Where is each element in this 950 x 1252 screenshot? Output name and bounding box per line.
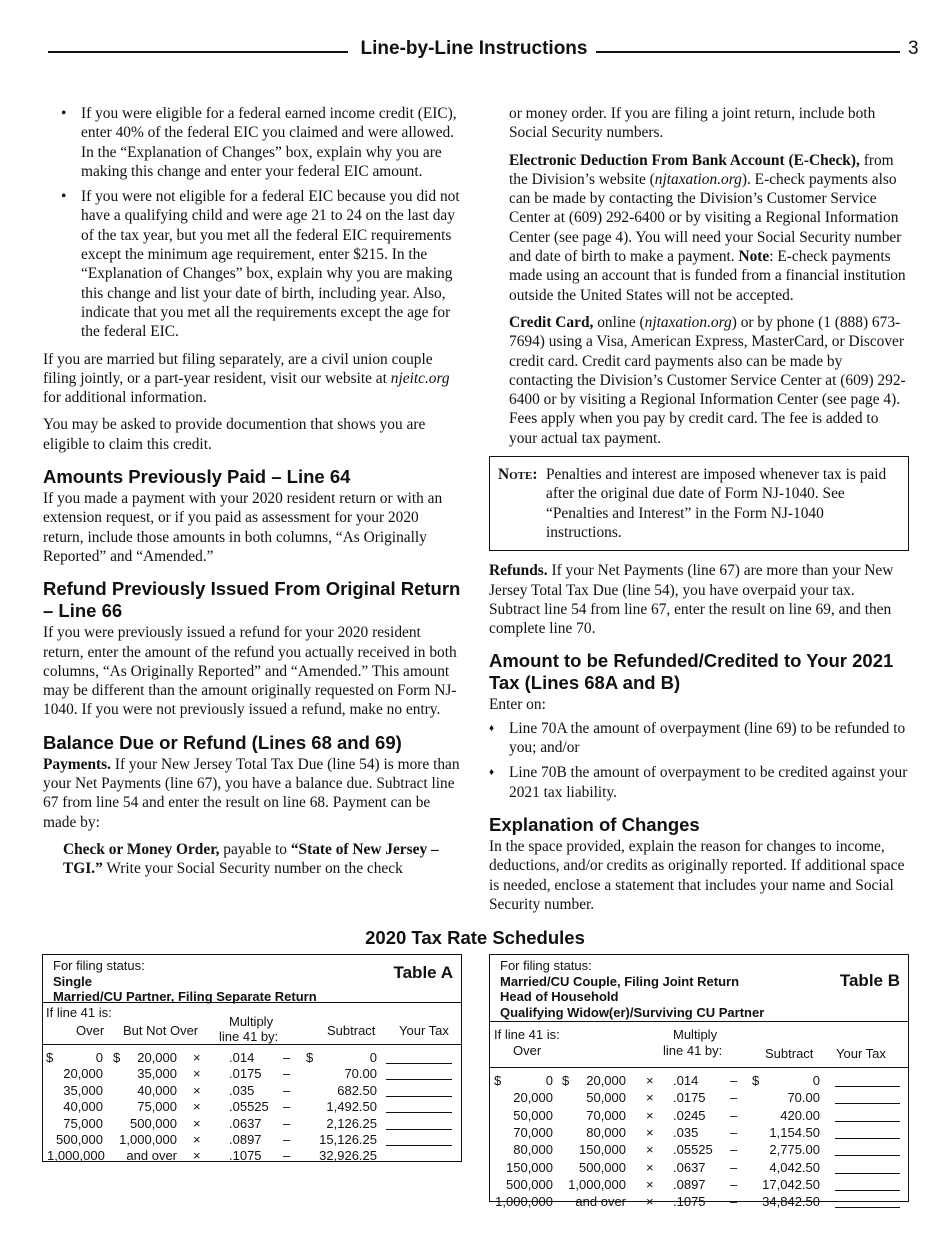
cell-minus: – <box>730 1090 738 1106</box>
cell-cur2: $ <box>113 1050 121 1065</box>
heading-explanation-of-changes: Explanation of Changes <box>489 813 700 835</box>
table-row <box>490 1090 908 1106</box>
cell-subtract: 0 <box>812 1073 820 1088</box>
your-tax-blank[interactable] <box>835 1109 900 1122</box>
cell-subtract: 2,126.25 <box>326 1115 377 1131</box>
amounts-paragraph: If you made a payment with your 2020 resident return or with an extension request, or if you paid as assessment for your 2020 return, include those amounts in both columns, “As Originally Reported” and “Amended.” <box>43 490 443 565</box>
explanation-paragraph: In the space provided, explain the reason for changes to income, deductions, and/or credits as originally reported. If additional space is needed, enclose a statement that includes your name and Social Security number. <box>489 837 905 913</box>
cell-rate: .0175 <box>229 1066 262 1082</box>
cell-not_over: 70,000 <box>586 1107 626 1123</box>
cell-subtract: 70.00 <box>787 1090 820 1106</box>
cell-minus: – <box>730 1142 738 1158</box>
cell-rate: .1075 <box>673 1194 706 1210</box>
cell-over: 80,000 <box>513 1142 553 1158</box>
table-row <box>490 1073 908 1089</box>
documentation-paragraph: You may be asked to provide documention that shows you are eligible to claim this credit. <box>43 416 426 453</box>
cell-not_over: and over <box>126 1148 177 1164</box>
cell-subtract: 17,042.50 <box>762 1176 820 1192</box>
cell-rate: .0897 <box>229 1132 262 1147</box>
cell-not_over: 500,000 <box>130 1115 177 1131</box>
cell-over: 0 <box>95 1050 103 1065</box>
cell-rate: .0245 <box>673 1107 706 1123</box>
your-tax-blank[interactable] <box>386 1133 452 1146</box>
credit-card-paragraph: Credit Card, online (njtaxation.org) or by phone (1 (888) 673-7694) using a Visa, American Express, MasterCard, or Discover credit card. Credit card payments also can be made by contacting the Division’s Customer Service Center at (609) 292-6400 or by visiting a Regional Information Center (see page 4). Fees apply when you pay by credit card. The fee is added to your actual tax payment. <box>509 313 906 447</box>
cell-minus: – <box>283 1132 291 1147</box>
check-paragraph: Check or Money Order, payable to “State of New Jersey – TGI.” Write your Social Security number on the check <box>63 840 439 878</box>
table-row <box>43 1083 461 1099</box>
cell-minus: – <box>283 1099 291 1115</box>
refund-paragraph: If you were previously issued a refund for your 2020 resident return, enter the amount of the refund you actually received in both columns, “As Originally Reported” and “Amended.” This amount may be different than the amount originally requested on Form NJ-1040. If you were not previously issued a refund, make no entry. <box>43 624 457 719</box>
table-b-label: Table B <box>839 971 900 990</box>
website-link[interactable]: njtaxation.org <box>644 313 732 331</box>
list-item: ♦ Line 70B the amount of overpayment to be credited against your 2021 tax liability. <box>509 763 909 802</box>
your-tax-blank[interactable] <box>386 1084 452 1097</box>
cell-over: 0 <box>545 1073 553 1088</box>
cell-subtract: 70.00 <box>344 1066 377 1082</box>
table-row <box>43 1148 461 1164</box>
cell-not_over: 40,000 <box>137 1082 177 1098</box>
cell-x: × <box>193 1115 201 1131</box>
cell-x: × <box>646 1194 654 1210</box>
cell-rate: .014 <box>229 1050 255 1065</box>
cell-x: × <box>646 1073 654 1088</box>
table-row <box>43 1132 461 1148</box>
cell-not_over: 80,000 <box>586 1124 626 1140</box>
cell-over: 40,000 <box>63 1099 103 1115</box>
table-row <box>43 1099 461 1115</box>
your-tax-blank[interactable] <box>835 1178 900 1191</box>
your-tax-blank[interactable] <box>386 1149 452 1162</box>
cell-minus: – <box>283 1066 291 1082</box>
table-row <box>490 1142 908 1158</box>
refunds-paragraph: Refunds. If your Net Payments (line 67) are more than your New Jersey Total Tax Due (line 54), you have overpaid your tax. Subtract line 54 from line 67, enter the result on line 69, and then complete line 70. <box>489 562 894 638</box>
cell-over: 1,000,000 <box>47 1148 105 1164</box>
cell-not_over: 75,000 <box>137 1099 177 1115</box>
cell-minus: – <box>730 1073 738 1088</box>
page-header <box>48 38 900 62</box>
table-b-column-headers: If line 41 is: Over Multiply line 41 by: Subtract Your Tax <box>490 1022 908 1068</box>
cell-rate: .014 <box>673 1073 699 1088</box>
cell-not_over: 150,000 <box>579 1142 626 1158</box>
cell-x: × <box>193 1082 201 1098</box>
cell-minus: – <box>283 1050 291 1065</box>
cell-cur3: $ <box>752 1073 760 1088</box>
note-box <box>489 456 909 551</box>
your-tax-blank[interactable] <box>386 1051 452 1064</box>
table-row <box>43 1066 461 1082</box>
cell-rate: .0637 <box>673 1159 706 1175</box>
list-item: • If you were not eligible for a federal EIC because you did not have a qualifying child and were age 21 to 24 on the last day of the tax year, but you met all the federal EIC requirements except the minimum age requirement, enter $215. In the “Explanation of Changes” box, explain why you are making this change and list your date of birth, including year. Also, indicate that you met all the requirements except the age for the federal EIC. <box>81 187 463 341</box>
your-tax-blank[interactable] <box>835 1091 900 1104</box>
cell-over: 75,000 <box>63 1115 103 1131</box>
right-column <box>489 104 909 922</box>
cell-cur1: $ <box>46 1050 54 1065</box>
cell-minus: – <box>730 1194 738 1210</box>
overpayment-list <box>489 719 909 802</box>
table-b <box>489 954 909 1210</box>
your-tax-blank[interactable] <box>386 1117 452 1130</box>
cell-x: × <box>646 1124 654 1140</box>
cell-minus: – <box>730 1176 738 1192</box>
cell-minus: – <box>730 1124 738 1140</box>
cell-subtract: 34,842.50 <box>762 1194 820 1210</box>
cell-subtract: 2,775.00 <box>769 1142 820 1158</box>
note-label: Note: <box>498 466 538 484</box>
cell-x: × <box>646 1142 654 1158</box>
cell-subtract: 1,154.50 <box>769 1124 820 1140</box>
cell-minus: – <box>283 1115 291 1131</box>
heading-amount-refunded: Amount to be Refunded/Credited to Your 2021 Tax (Lines 68A and B) <box>489 650 894 694</box>
cell-cur1: $ <box>494 1073 502 1088</box>
table-b-header: For filing status: Married/CU Couple, Filing Joint Return Head of Household Qualifying Widow(er)/Surviving CU Partner Table B <box>490 955 908 1022</box>
cell-x: × <box>193 1066 201 1082</box>
heading-balance-due: Balance Due or Refund (Lines 68 and 69) <box>43 731 402 753</box>
cell-subtract: 0 <box>369 1050 377 1065</box>
married-paragraph: If you are married but filing separately, are a civil union couple filing jointly, or a part-year resident, visit our website at njeitc.org for additional information. <box>43 350 450 407</box>
table-row <box>490 1108 908 1124</box>
your-tax-blank[interactable] <box>386 1100 452 1113</box>
payments-paragraph: Payments. If your New Jersey Total Tax Due (line 54) is more than your Net Payments (line 67), you have a balance due. Subtract line 67 from line 54 and enter the result on line 68. Payment can be made by: <box>43 755 460 831</box>
cell-not_over: 20,000 <box>137 1050 177 1065</box>
cell-minus: – <box>730 1159 738 1175</box>
cell-over: 1,000,000 <box>495 1194 553 1210</box>
schedules-title: 2020 Tax Rate Schedules <box>365 927 585 948</box>
your-tax-blank[interactable] <box>835 1161 900 1174</box>
table-row <box>43 1050 461 1066</box>
cell-not_over: 1,000,000 <box>568 1176 626 1192</box>
cell-rate: .05525 <box>673 1142 713 1158</box>
your-tax-blank[interactable] <box>835 1143 900 1156</box>
your-tax-blank[interactable] <box>386 1067 452 1080</box>
cell-not_over: 500,000 <box>579 1159 626 1175</box>
cell-x: × <box>646 1176 654 1192</box>
cell-not_over: 35,000 <box>137 1066 177 1082</box>
heading-amounts-previously-paid: Amounts Previously Paid – Line 64 <box>43 466 351 488</box>
cell-over: 150,000 <box>506 1159 553 1175</box>
cell-not_over: 20,000 <box>586 1073 626 1088</box>
eic-bullet-list <box>43 104 463 342</box>
cell-subtract: 15,126.25 <box>319 1132 377 1147</box>
cell-not_over: 50,000 <box>586 1090 626 1106</box>
table-row <box>490 1160 908 1176</box>
table-row <box>43 1116 461 1132</box>
table-a-label: Table A <box>393 963 453 982</box>
cell-subtract: 1,492.50 <box>326 1099 377 1115</box>
table-row <box>490 1177 908 1193</box>
cell-not_over: 1,000,000 <box>119 1132 177 1147</box>
cell-subtract: 32,926.25 <box>319 1148 377 1164</box>
cell-subtract: 420.00 <box>780 1107 820 1123</box>
cell-x: × <box>646 1159 654 1175</box>
cell-rate: .0637 <box>229 1115 262 1131</box>
cell-over: 500,000 <box>506 1176 553 1192</box>
cell-cur2: $ <box>562 1073 570 1088</box>
cell-minus: – <box>730 1107 738 1123</box>
page-number: 3 <box>908 38 919 59</box>
cell-rate: .035 <box>673 1124 699 1140</box>
cell-rate: .05525 <box>229 1099 269 1115</box>
cell-x: × <box>646 1107 654 1123</box>
cell-rate: .0175 <box>673 1090 706 1106</box>
continued-paragraph: or money order. If you are filing a joint return, include both Social Security numbers. <box>509 105 876 142</box>
cell-rate: .035 <box>229 1082 255 1098</box>
enter-on-label: Enter on: <box>489 696 546 714</box>
table-a-column-headers: If line 41 is: Over But Not Over Multiply line 41 by: Subtract Your Tax <box>43 1003 461 1045</box>
table-a <box>42 954 462 1162</box>
cell-cur3: $ <box>306 1050 314 1065</box>
list-item: • If you were eligible for a federal earned income credit (EIC), enter 40% of the federal EIC you claimed and were allowed. In the “Explanation of Changes” box, explain why you are making this change and enter your federal EIC amount. <box>81 104 463 181</box>
list-item: ♦ Line 70A the amount of overpayment (line 69) to be refunded to you; and/or <box>509 719 909 758</box>
table-row <box>490 1194 908 1210</box>
cell-x: × <box>193 1132 201 1147</box>
your-tax-blank[interactable] <box>835 1195 900 1208</box>
cell-subtract: 682.50 <box>337 1082 377 1098</box>
left-column <box>43 104 463 887</box>
table-a-header: For filing status: Single Married/CU Partner, Filing Separate Return Table A <box>43 955 461 1003</box>
cell-minus: – <box>283 1148 291 1164</box>
website-link[interactable]: njeitc.org <box>390 369 450 387</box>
cell-rate: .1075 <box>229 1148 262 1164</box>
cell-not_over: and over <box>575 1194 626 1210</box>
cell-over: 20,000 <box>63 1066 103 1082</box>
echeck-paragraph: Electronic Deduction From Bank Account (E-Check), from the Division’s website (njtaxation.org). E-check payments also can be made by contacting the Division’s Customer Service Center at (609) 292-6400 or by visiting a Regional Information Center (see page 4). You will need your Social Security number and date of birth to make a payment. Note: E-check payments made using an account that is funded from a financial institution outside the United States will not be accepted. <box>509 151 906 304</box>
your-tax-blank[interactable] <box>835 1074 900 1087</box>
cell-x: × <box>193 1050 201 1065</box>
your-tax-blank[interactable] <box>835 1126 900 1139</box>
table-row <box>490 1125 908 1141</box>
cell-rate: .0897 <box>673 1176 706 1192</box>
cell-x: × <box>193 1099 201 1115</box>
page-title: Line-by-Line Instructions <box>353 38 596 59</box>
cell-subtract: 4,042.50 <box>769 1159 820 1175</box>
cell-over: 50,000 <box>513 1107 553 1123</box>
cell-over: 35,000 <box>63 1082 103 1098</box>
website-link[interactable]: njtaxation.org <box>654 170 742 188</box>
cell-x: × <box>193 1148 201 1164</box>
cell-x: × <box>646 1090 654 1106</box>
cell-over: 500,000 <box>56 1132 103 1147</box>
note-text: Penalties and interest are imposed whenever tax is paid after the original due date of Form NJ-1040. See “Penalties and Interest” in the Form NJ-1040 instructions. <box>546 466 887 541</box>
cell-over: 70,000 <box>513 1124 553 1140</box>
heading-refund-previously-issued: Refund Previously Issued From Original Return – Line 66 <box>43 578 461 622</box>
cell-over: 20,000 <box>513 1090 553 1106</box>
cell-minus: – <box>283 1082 291 1098</box>
